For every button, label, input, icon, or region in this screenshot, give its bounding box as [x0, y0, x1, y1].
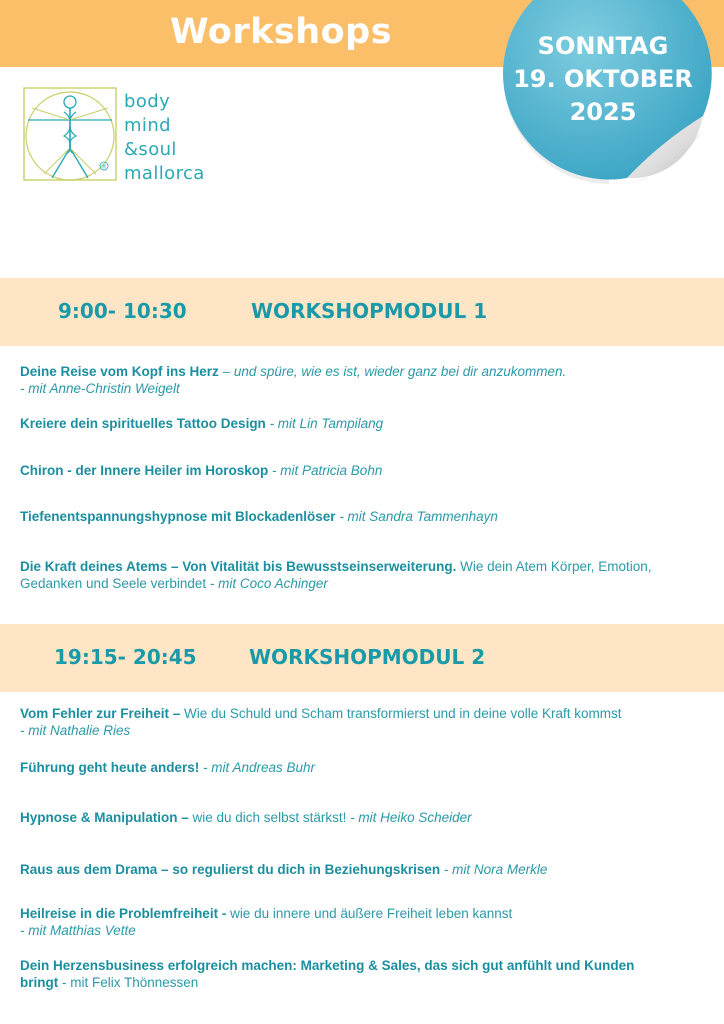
event-date	[500, 30, 706, 129]
page-title: Workshops	[169, 12, 393, 52]
module-1-header	[0, 278, 724, 346]
workshop-title: Raus aus dem Drama – so regulierst du dich in Beziehungskrisen	[20, 862, 441, 877]
logo-word-soul: &soul	[124, 139, 177, 160]
workshop-mentor: - mit Andreas Buhr	[199, 760, 316, 775]
workshop-title: Chiron - der Innere Heiler im Horoskop	[20, 463, 269, 478]
workshop-title: Deine Reise vom Kopf ins Herz	[20, 364, 219, 379]
workshop-description: wie du innere und äußere Freiheit leben kannst	[226, 906, 513, 921]
date-weekday: SONNTAG	[537, 32, 669, 60]
workshop-entry	[20, 705, 704, 739]
workshop-mentor: - mit Nathalie Ries	[20, 723, 131, 738]
workshop-subtitle: – und spüre, wie es ist, wieder ganz bei dir anzukommen.	[218, 364, 567, 379]
workshop-title: Hypnose & Manipulation –	[20, 810, 189, 825]
module-2-time: 19:15- 20:45	[54, 645, 197, 669]
workshop-title: Vom Fehler zur Freiheit –	[20, 706, 181, 721]
workshop-mentor: - mit Coco Achinger	[206, 576, 328, 591]
workshop-entry	[20, 861, 704, 878]
workshop-mentor: - mit Nora Merkle	[440, 862, 548, 877]
workshop-mentor: - mit Anne-Christin Weigelt	[20, 381, 180, 396]
workshop-mentor: - mit Patricia Bohn	[268, 463, 383, 478]
workshop-title: Die Kraft deines Atems – Von Vitalität bis Bewusstseinserweiterung.	[20, 559, 457, 574]
date-day-month: 19. OKTOBER	[513, 65, 693, 93]
workshop-entry	[20, 415, 704, 432]
workshop-entry	[20, 957, 640, 991]
vitruvian-figure-icon	[20, 82, 120, 186]
logo-word-mallorca: mallorca	[124, 163, 205, 184]
workshop-title: Kreiere dein spirituelles Tattoo Design	[20, 416, 266, 431]
workshop-entry	[20, 905, 704, 939]
workshop-entry	[20, 363, 704, 397]
logo-word-body: body	[124, 91, 171, 112]
module-1-time: 9:00- 10:30	[58, 299, 187, 323]
workshop-mentor: - mit Lin Tampilang	[265, 416, 384, 431]
workshop-entry	[20, 759, 704, 776]
brand-logo	[20, 82, 230, 192]
logo-word-mind: mind	[124, 115, 171, 136]
workshop-mentor: - mit Matthias Vette	[20, 923, 136, 938]
workshop-mentor: - mit Felix Thönnessen	[58, 975, 199, 990]
module-1-name: WORKSHOPMODUL 1	[251, 299, 488, 323]
workshop-entry	[20, 508, 704, 525]
workshop-title: Führung geht heute anders!	[20, 760, 200, 775]
workshop-description: Wie du Schuld und Scham transformierst und in deine volle Kraft kommst	[180, 706, 622, 721]
module-2-header	[0, 624, 724, 692]
module-2-name: WORKSHOPMODUL 2	[249, 645, 486, 669]
date-year: 2025	[569, 98, 637, 126]
workshop-mentor: - mit Heiko Scheider	[346, 810, 472, 825]
workshop-entry	[20, 558, 704, 592]
workshop-entry	[20, 462, 704, 479]
workshop-description: wie du dich selbst stärkst!	[188, 810, 347, 825]
workshop-entry	[20, 809, 704, 826]
workshop-mentor: - mit Sandra Tammenhayn	[335, 509, 498, 524]
workshop-title: Dein Herzensbusiness erfolgreich machen: Marketing & Sales, das sich gut anfühlt und Kunden bringt	[20, 958, 635, 990]
workshop-description: Wie dein Atem Körper, Emotion, Gedanken und Seele verbindet	[20, 559, 652, 591]
workshop-title: Heilreise in die Problemfreiheit -	[20, 906, 227, 921]
workshop-title: Tiefenentspannungshypnose mit Blockadenlöser	[20, 509, 336, 524]
registered-mark: ®	[101, 163, 107, 171]
